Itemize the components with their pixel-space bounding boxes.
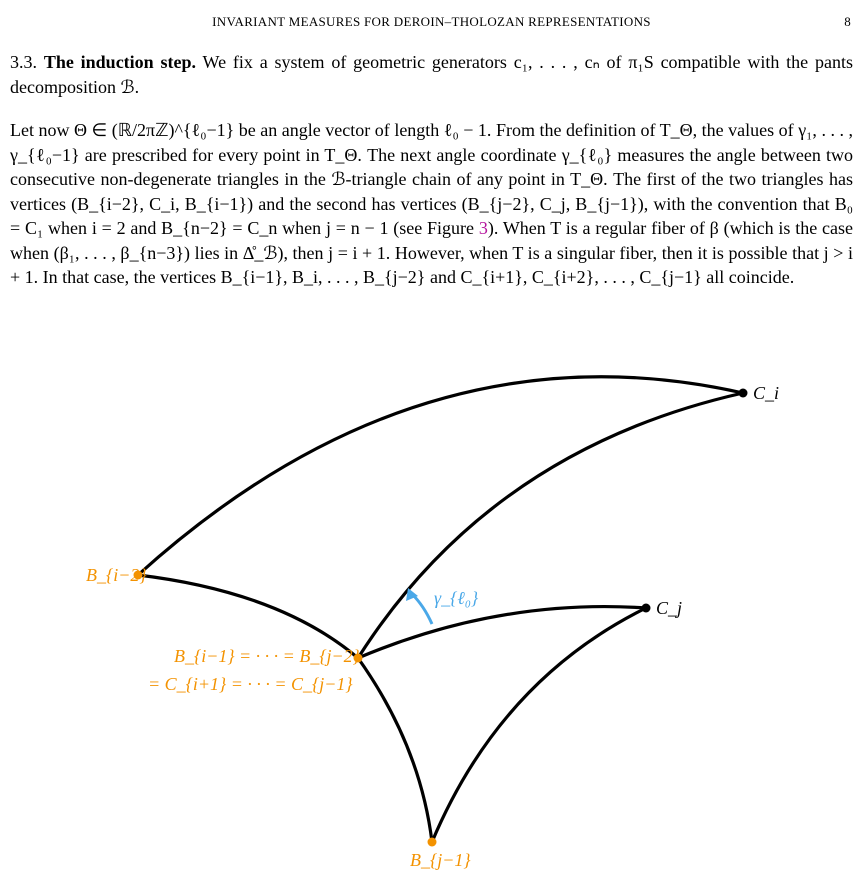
section-intro-text: We fix a system of geometric generators c₁, . . . , cₙ of π₁S compatible with the pants decomposition ℬ.	[10, 52, 853, 97]
label-angle: γ_{ℓ₀}	[434, 588, 479, 608]
edge-center-bj1	[358, 658, 432, 842]
figure-reference-link[interactable]: 3	[478, 218, 488, 238]
vertex-cj	[642, 604, 651, 613]
section-title: The induction step.	[43, 52, 197, 72]
paragraph-text-part2: ). When T is a regular fiber of β (which is the case when (β₁, . . . , β_{n−3}) lies in Δ̊_ℬ), then j = i + 1. However, when T is a singular fiber, then it is possible that j > i + 1. In that case, the vertices B_{i−1}, B_i, . . . , B_{j−2} and C_{i+1}, C_{i+2}, . . . , C_{j−1} all coincide.	[10, 218, 853, 287]
edge-center-ci	[358, 393, 743, 658]
angle-arc	[412, 594, 432, 624]
vertex-ci	[739, 389, 748, 398]
label-cj: C_j	[656, 598, 683, 618]
header-title: INVARIANT MEASURES FOR DEROIN–THOLOZAN REPRESENTATIONS	[212, 14, 651, 29]
page-number: 8	[844, 14, 851, 29]
edge-bi2-ci	[138, 377, 743, 575]
vertex-bj1	[428, 838, 437, 847]
label-center-line2: = C_{i+1} = · · · = C_{j−1}	[148, 674, 353, 694]
edge-cj-bj1	[432, 608, 646, 842]
label-bi2: B_{i−2}	[86, 565, 147, 585]
label-bj1: B_{j−1}	[410, 850, 471, 870]
section-number: 3.3.	[10, 52, 37, 72]
label-ci: C_i	[753, 383, 780, 403]
paragraph-text-part1: Let now Θ ∈ (ℝ/2πℤ)^{ℓ₀−1} be an angle vector of length ℓ₀ − 1. From the definition of T_Θ, the values of γ₁, . . . , γ_{ℓ₀−1} are prescribed for every point in T_Θ. The next angle coordinate γ_{ℓ₀} measures the angle between two consecutive non-degenerate triangles in the ℬ-triangle chain of any point in T_Θ. The first of the two triangles has vertices (B_{i−2}, C_i, B_{i−1}) and the second has vertices (B_{j−2}, C_j, B_{j−1}), with the convention that B₀ = C₁ when i = 2 and B_{n−2} = C_n when j = n − 1 (see Figure	[10, 120, 853, 238]
label-center-line1: B_{i−1} = · · · = B_{j−2}	[174, 646, 360, 666]
